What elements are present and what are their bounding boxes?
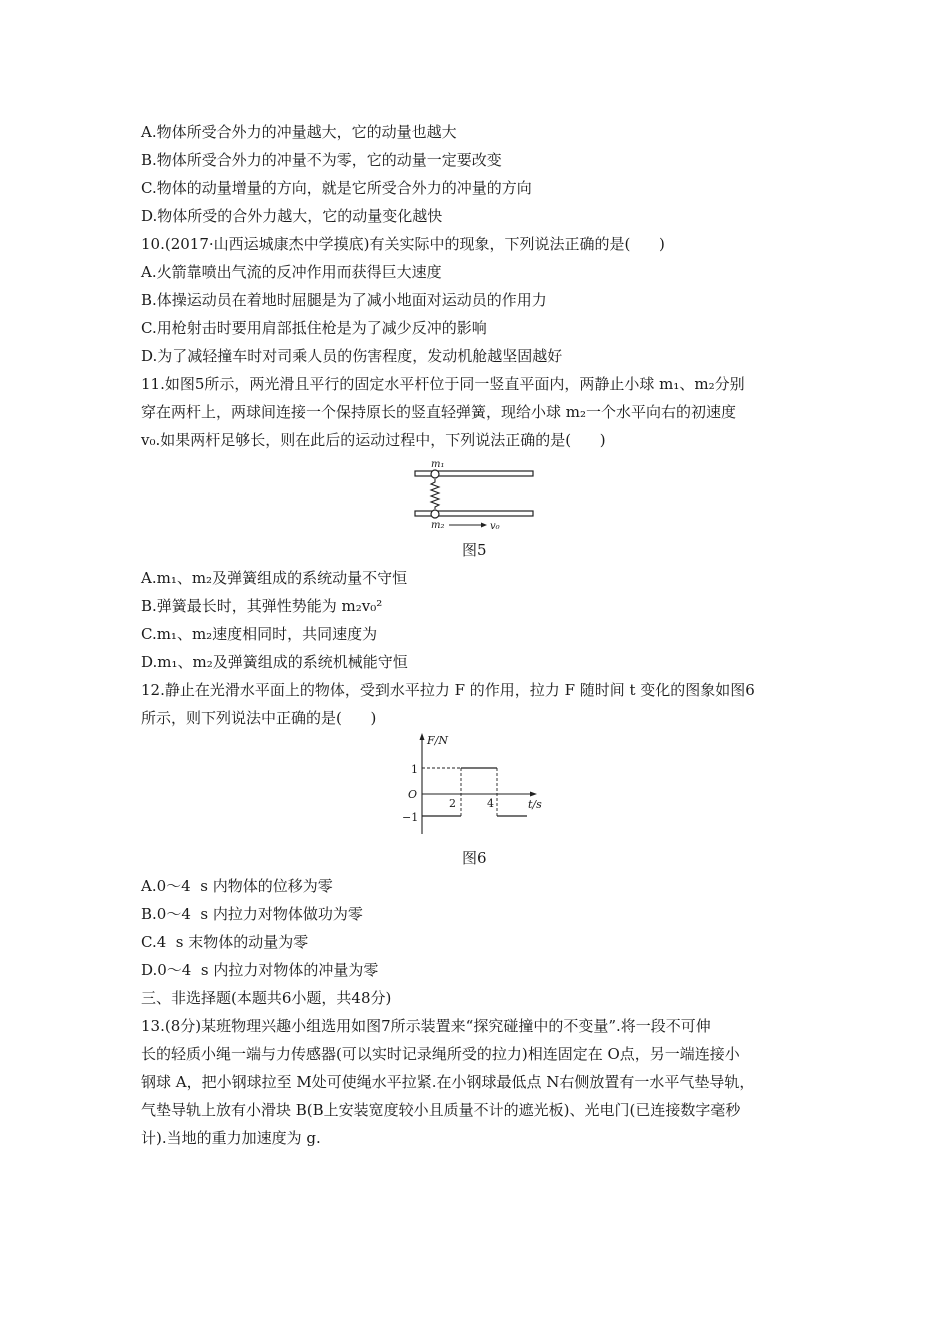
q12-stem-line-1: 12.静止在光滑水平面上的物体，受到水平拉力 F 的作用，拉力 F 随时间 t 变化的图象如图6: [141, 681, 755, 699]
ball-m1: [431, 470, 439, 478]
q13-line-1: 13.(8分)某班物理兴趣小组选用如图7所示装置来“探究碰撞中的不变量”.将一段不可伸: [141, 1017, 711, 1035]
q11-option-c: C.m₁、m₂速度相同时，共同速度为: [141, 625, 378, 643]
q10-option-c: C.用枪射击时要用肩部抵住枪是为了减少反冲的影响: [141, 319, 487, 337]
label-m2: m₂: [431, 520, 445, 531]
q11-stem-line-3: v₀.如果两杆足够长，则在此后的运动过程中，下列说法正确的是( ): [141, 431, 606, 449]
tick-label-y-neg1: −1: [402, 811, 419, 824]
q9-option-c: C.物体的动量增量的方向，就是它所受合外力的冲量的方向: [141, 179, 532, 197]
ball-m2: [431, 510, 439, 518]
q9-option-d: D.物体所受的合外力越大，它的动量变化越快: [141, 207, 443, 225]
q12-option-d: D.0～4 s 内拉力对物体的冲量为零: [141, 961, 379, 979]
q11-option-d: D.m₁、m₂及弹簧组成的系统机械能守恒: [141, 653, 408, 671]
q12-option-b: B.0～4 s 内拉力对物体做功为零: [141, 905, 363, 923]
q12-option-c: C.4 s 末物体的动量为零: [141, 933, 309, 951]
figure-5-spring-rods: [405, 456, 545, 532]
spring: [431, 479, 439, 509]
figure-5-caption: 图5: [462, 541, 487, 559]
q11-option-a: A.m₁、m₂及弹簧组成的系统动量不守恒: [141, 569, 408, 587]
q9-option-a: A.物体所受合外力的冲量越大，它的动量也越大: [141, 123, 457, 141]
q11-stem-line-2: 穿在两杆上，两球间连接一个保持原长的竖直轻弹簧，现给小球 m₂一个水平向右的初速度: [141, 403, 737, 421]
q11-stem-line-1: 11.如图5所示，两光滑且平行的固定水平杆位于同一竖直平面内，两静止小球 m₁、m₂分别: [141, 375, 745, 393]
q13-line-2: 长的轻质小绳一端与力传感器(可以实时记录绳所受的拉力)相连固定在 O点，另一端连接小: [141, 1045, 740, 1063]
q12-stem-line-2: 所示，则下列说法中正确的是( ): [141, 709, 377, 727]
q10-stem: 10.(2017·山西运城康杰中学摸底)有关实际中的现象，下列说法正确的是( ): [141, 235, 665, 253]
q13-line-3: 钢球 A，把小钢球拉至 M处可使绳水平拉紧.在小钢球最低点 N右侧放置有一水平气垫导轨，: [141, 1073, 755, 1091]
q10-option-a: A.火箭靠喷出气流的反冲作用而获得巨大速度: [141, 263, 442, 281]
q11-option-b: B.弹簧最长时，其弹性势能为 m₂v₀²: [141, 597, 383, 615]
q10-option-d: D.为了减轻撞车时对司乘人员的伤害程度，发动机舱越坚固越好: [141, 347, 563, 365]
tick-label-x-4: 4: [487, 797, 494, 810]
origin-label: O: [408, 788, 418, 801]
figure-6-force-time-graph: [370, 730, 550, 842]
q13-line-4: 气垫导轨上放有小滑块 B(B上安装宽度较小且质量不计的遮光板)、光电门(已连接数字毫秒: [141, 1101, 741, 1119]
section-3-title: 三、非选择题(本题共6小题，共48分): [141, 989, 392, 1007]
q13-line-5: 计).当地的重力加速度为 g.: [141, 1129, 321, 1147]
tick-label-y-1: 1: [411, 763, 418, 776]
x-axis-label: t/s: [528, 798, 542, 811]
label-v0: v₀: [490, 521, 500, 532]
q12-option-a: A.0～4 s 内物体的位移为零: [141, 877, 333, 895]
figure-6-caption: 图6: [462, 849, 487, 867]
q9-option-b: B.物体所受合外力的冲量不为零，它的动量一定要改变: [141, 151, 502, 169]
y-axis-label: F/N: [427, 734, 448, 747]
label-m1: m₁: [431, 459, 445, 470]
q10-option-b: B.体操运动员在着地时屈腿是为了减小地面对运动员的作用力: [141, 291, 547, 309]
tick-label-x-2: 2: [449, 797, 456, 810]
